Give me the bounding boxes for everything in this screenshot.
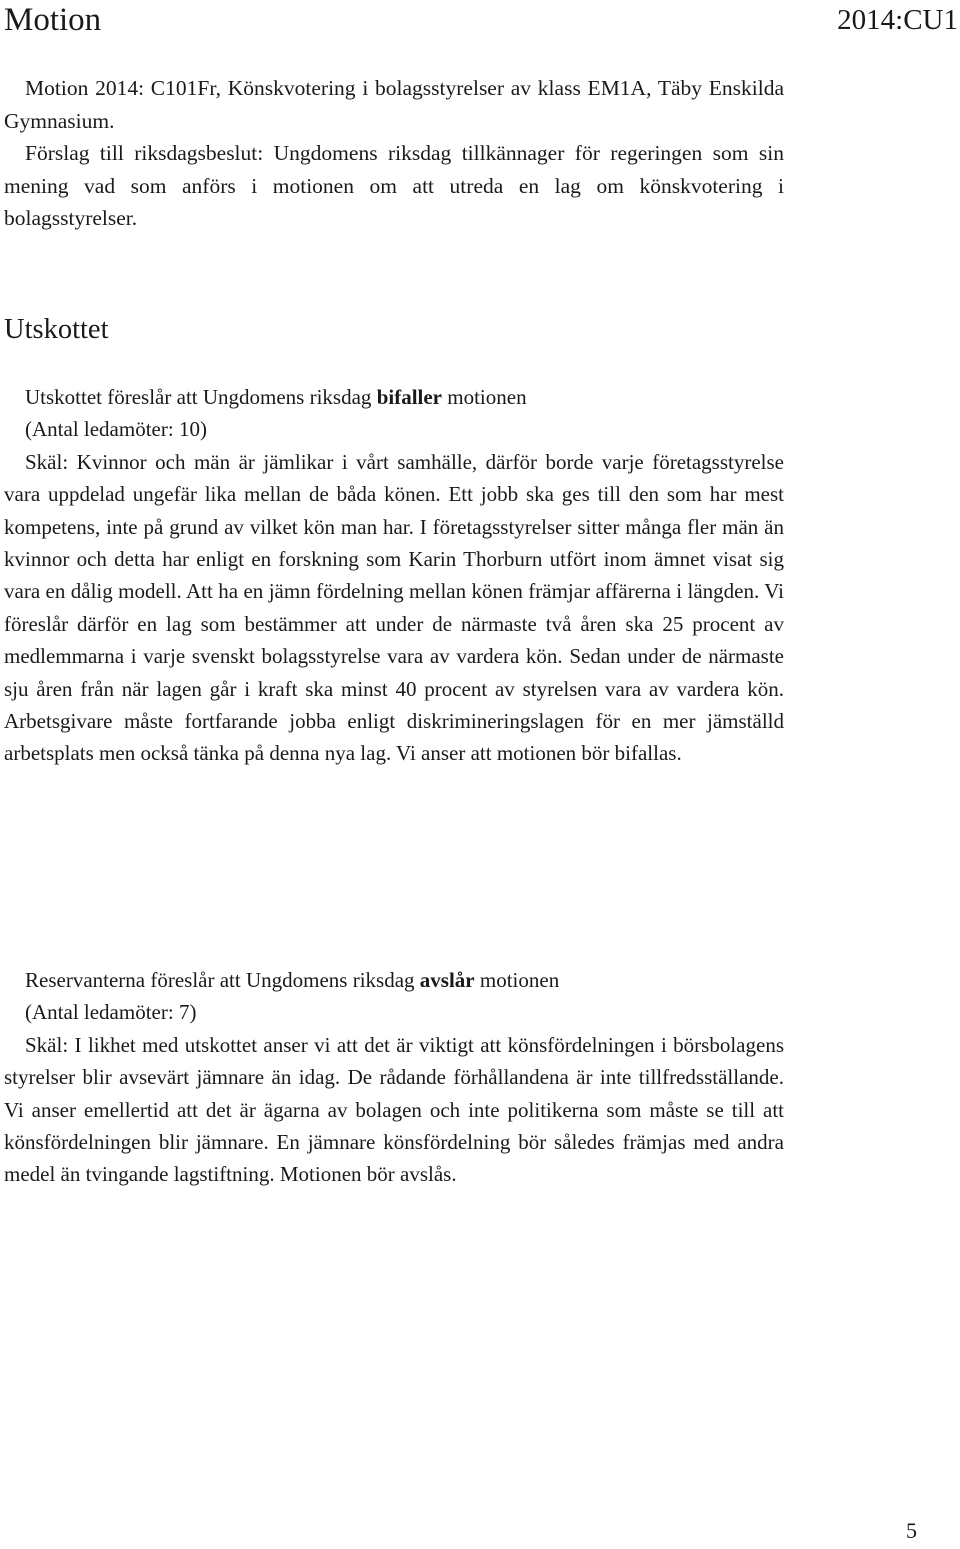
motion-proposal: Förslag till riksdagsbeslut: Ungdomens riksdag tillkännager för regeringen som sin mening vad som anförs i motionen om att utreda en lag om könskvotering i bolagsstyrelser.: [4, 141, 784, 230]
document-type-title: Motion: [4, 2, 102, 38]
reservation-verdict: avslår: [419, 968, 475, 992]
motion-code: 2014:CU1: [837, 4, 958, 36]
motion-summary: [4, 72, 784, 235]
reservation-proposal-prefix: Reservanterna föreslår att Ungdomens riksdag: [25, 968, 420, 992]
page-header: [0, 0, 960, 40]
motion-reference: Motion 2014: C101Fr, Könskvotering i bolagsstyrelser av klass EM1A, Täby Enskilda Gymnasium.: [4, 76, 784, 133]
page-number: 5: [906, 1518, 917, 1543]
reservation-proposal-suffix: motionen: [474, 968, 560, 992]
committee-proposal-suffix: motionen: [442, 385, 527, 409]
committee-member-count: (Antal ledamöter: 10): [25, 417, 207, 442]
committee-proposal: [4, 381, 784, 413]
reservation-decision: [4, 964, 784, 1191]
reservation-proposal: [4, 964, 784, 996]
committee-decision: [4, 381, 784, 770]
committee-reasons: Skäl: Kvinnor och män är jämlikar i vårt samhälle, därför borde varje företagsstyrelse vara uppdelad ungefär lika mellan de båda könen. Ett jobb ska ges till den som har mest kompetens, inte på grund av vilket kön man har. I företagsstyrelser sitter många fler män än kvinnor och detta har enligt en forskning som Karin Thorburn utfört inom ämnet visat sig vara en dålig modell. Att ha en jämn fördelning mellan könen främjar affärerna i längden. Vi föreslår därför en lag som bestämmer att under de närmaste två åren ska 25 procent av medlemmarna i varje svenskt bolagsstyrelse vara av vardera kön. Sedan under de närmaste sju åren från när lagen går i kraft ska minst 40 procent av styrelsen vara av vardera kön. Arbetsgivare måste fortfarande jobba enligt diskrimineringslagen för en mer jämställd arbetsplats men också tänka på denna nya lag. Vi anser att motionen bör bifallas.: [4, 449, 784, 766]
reservation-reasons: Skäl: I likhet med utskottet anser vi att det är viktigt att könsfördelningen i börsbolagens styrelser blir avsevärt jämnare än idag. De rådande förhållandena är inte tillfredsställande. Vi anser emellertid att det är ägarna av bolagen och inte politikerna som måste se till att könsfördelningen blir jämnare. En jämnare könsfördelning bör således främjas med andra medel än tvingande lagstiftning. Motionen bör avslås.: [4, 1032, 784, 1187]
committee-proposal-prefix: Utskottet föreslår att Ungdomens riksdag: [25, 385, 377, 409]
reservation-member-count: (Antal ledamöter: 7): [25, 1000, 197, 1025]
committee-verdict: bifaller: [376, 385, 443, 409]
committee-heading: Utskottet: [4, 314, 109, 345]
